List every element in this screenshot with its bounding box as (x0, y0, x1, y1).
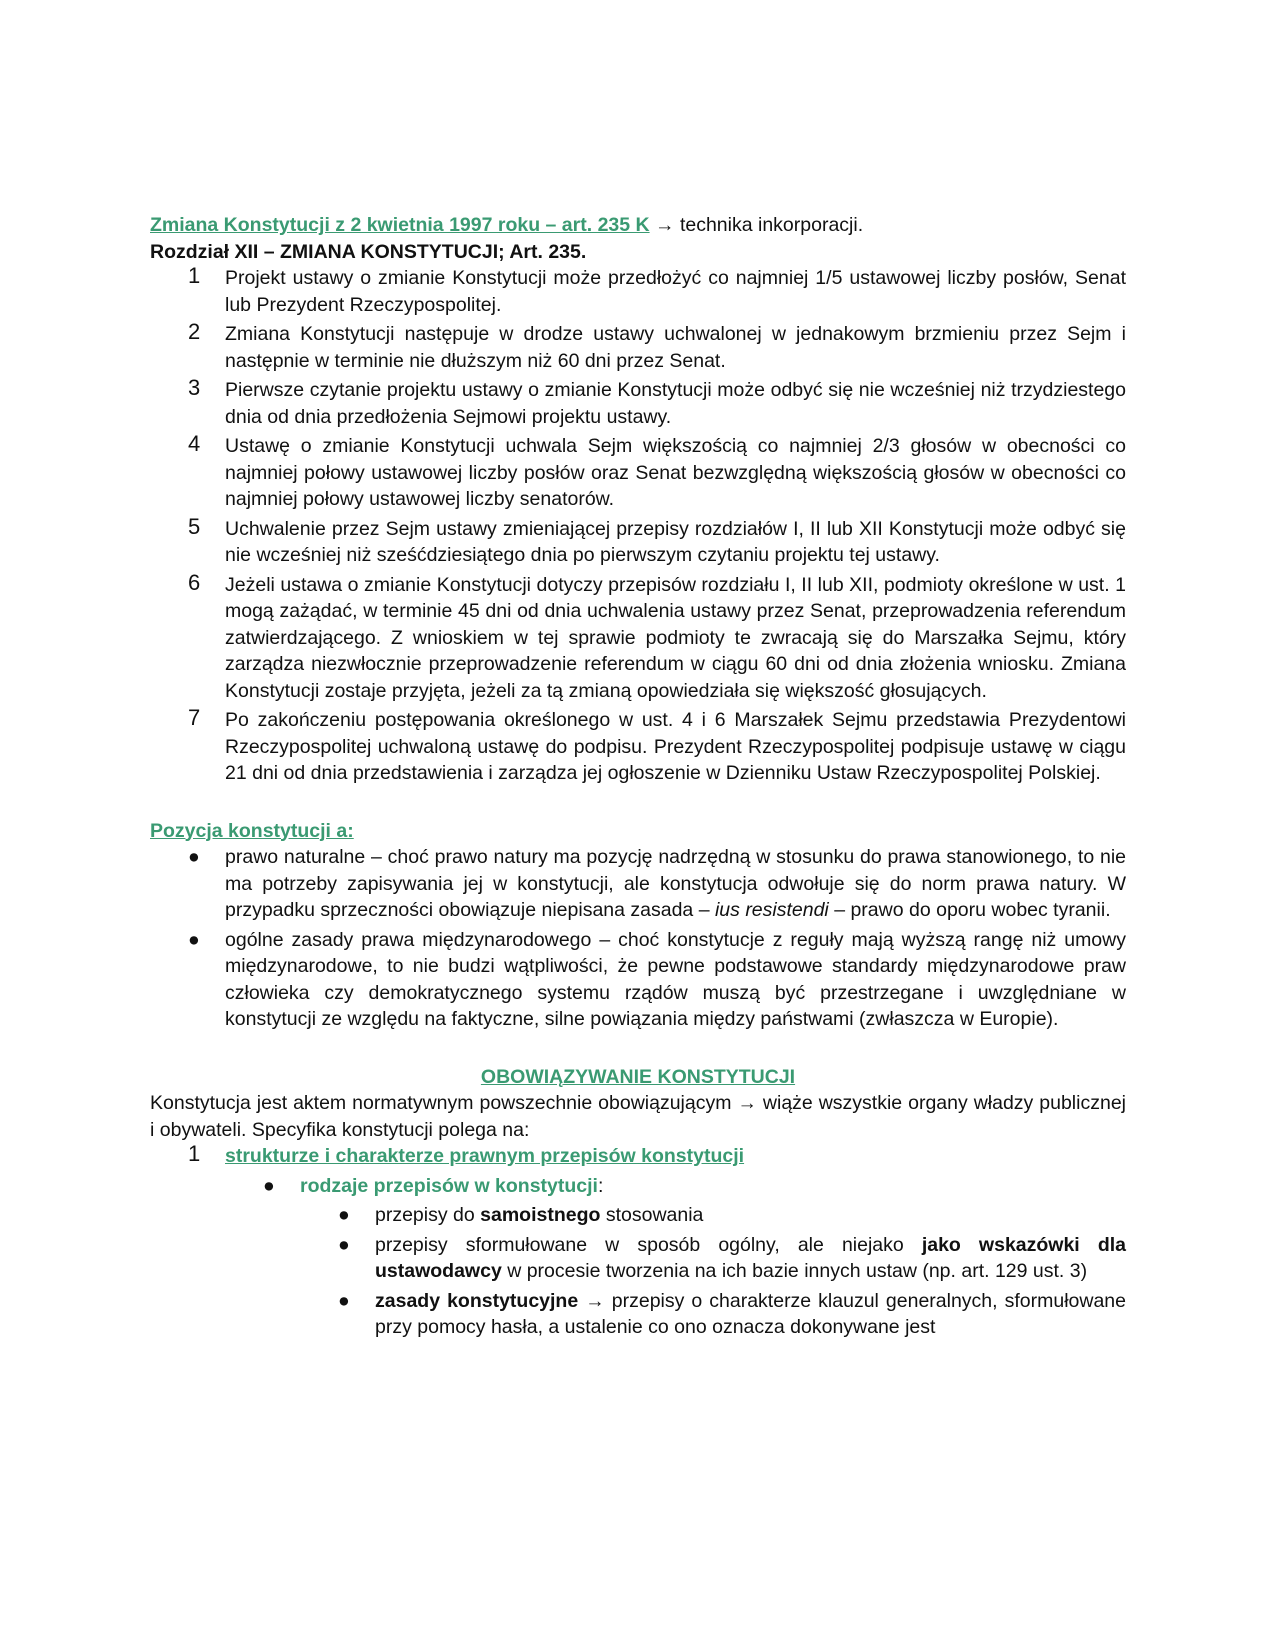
chapter-heading: Rozdział XII – ZMIANA KONSTYTUCJI; Art. 235. (150, 240, 587, 263)
article-item: 6 Jeżeli ustawa o zmianie Konstytucji dotyczy przepisów rozdziału I, II lub XII, podmioty określone w ust. 1 mogą zażądać, w terminie 45 dni od dnia uchwalenia ustawy przez Senat, przeprowadzenia referendum zatwierdzającego. Z wnioskiem w tej sprawie podmioty te zwracają się do Marszałka Sejmu, który zarządza niezwłocznie przeprowadzenie referendum w ciągu 60 dni od dnia złożenia wniosku. Zmiana Konstytucji zostaje przyjęta, jeżeli za tą zmianą opowiedziała się większość głosujących. (188, 569, 1126, 702)
document-page (150, 212, 1126, 1344)
position-heading[interactable]: Pozycja konstytucji a: (150, 819, 354, 842)
validity-list (150, 1143, 1126, 1170)
position-list (150, 844, 1126, 1033)
article-item: 2 Zmiana Konstytucji następuje w drodze ustawy uchwalonej w jednakowym brzmieniu przez Sejm i następnie w terminie nie dłuższym niż 60 dni przez Senat. (188, 319, 1126, 372)
list-item: ● rodzaje przepisów w konstytucji: (150, 1173, 1126, 1200)
article-item: 3 Pierwsze czytanie projektu ustawy o zmianie Konstytucji może odbyć się nie wcześniej niż trzydziestego dnia od dnia przedłożenia Sejmowi projektu ustawy. (188, 375, 1126, 428)
intro-line (150, 212, 1126, 239)
article-item: 1 Projekt ustawy o zmianie Konstytucji może przedłożyć co najmniej 1/5 ustawowej liczby posłów, Senat lub Prezydent Rzeczypospolitej. (188, 263, 1126, 316)
article-list (150, 265, 1126, 787)
list-item: ● przepisy do samoistnego stosowania (150, 1202, 1126, 1229)
bullet-icon: ● (338, 1233, 350, 1256)
list-item: ● prawo naturalne – choć prawo natury ma pozycję nadrzędną w stosunku do prawa stanowionego, to nie ma potrzeby zapisywania jej w konstytucji, ale konstytucja odwołuje się do norm prawa natury. W przypadku sprzeczności obowiązuje niepisana zasada – ius resistendi – prawo do oporu wobec tyranii. (188, 846, 1126, 921)
bullet-icon: ● (188, 928, 200, 951)
bullet-icon: ● (188, 846, 200, 868)
article-item: 4 Ustawę o zmianie Konstytucji uchwala Sejm większością co najmniej 2/3 głosów w obecności co najmniej połowy ustawowej liczby posłów oraz Senat bezwzględną większością głosów w obecności co najmniej połowy ustawowej liczby senatorów. (188, 431, 1126, 510)
article-item: 7 Po zakończeniu postępowania określonego w ust. 4 i 6 Marszałek Sejmu przedstawia Prezydentowi Rzeczypospolitej uchwaloną ustawę do podpisu. Prezydent Rzeczypospolitej podpisuje ustawę w ciągu 21 dni od dnia przedstawienia i zarządza jej ogłoszenie w Dzienniku Ustaw Rzeczypospolitej Polskiej. (188, 705, 1126, 784)
list-item: ● przepisy sformułowane w sposób ogólny, ale niejako jako wskazówki dla ustawodawcy w procesie tworzenia na ich bazie innych ustaw (np. art. 129 ust. 3) (338, 1233, 1126, 1282)
structure-link[interactable]: strukturze i charakterze prawnym przepisów konstytucji (225, 1145, 745, 1167)
validity-sublist (150, 1173, 1126, 1341)
intro-rest: → technika inkorporacji. (649, 214, 864, 236)
intro-link[interactable]: Zmiana Konstytucji z 2 kwietnia 1997 roku – art. 235 K (150, 214, 650, 236)
list-item: ● ogólne zasady prawa międzynarodowego – choć konstytucje z reguły mają wyższą rangę niż umowy międzynarodowe, to nie budzi wątpliwości, że pewne podstawowe standardy międzynarodowe praw człowieka czy demokratycznego systemu rządów muszą być przestrzegane i uwzględniane w konstytucji ze względu na faktyczne, silne powiązania między państwami (zwłaszcza w Europie). (188, 928, 1126, 1030)
bullet-icon: ● (338, 1204, 350, 1226)
list-item: 1 strukturze i charakterze prawnym przepisów konstytucji (188, 1141, 745, 1167)
list-item: ● zasady konstytucyjne → przepisy o charakterze klauzul generalnych, sformułowane przy pomocy hasła, a ustalenie co ono oznacza dokonywane jest (338, 1289, 1126, 1338)
sub-heading: rodzaje przepisów w konstytucji (300, 1174, 598, 1197)
section-heading[interactable]: OBOWIĄZYWANIE KONSTYTUCJI (480, 1065, 796, 1088)
bullet-icon: ● (263, 1174, 275, 1197)
validity-intro: Konstytucja jest aktem normatywnym powszechnie obowiązującym → wiąże wszystkie organy władzy publicznej i obywateli. Specyfika konstytucji polega na: (150, 1092, 1126, 1141)
article-item: 5 Uchwalenie przez Sejm ustawy zmieniającej przepisy rozdziałów I, II lub XII Konstytucji może odbyć się nie wcześniej niż sześćdziesiątego dnia po pierwszym czytaniu projektu tej ustawy. (188, 513, 1126, 566)
bullet-icon: ● (338, 1289, 350, 1312)
